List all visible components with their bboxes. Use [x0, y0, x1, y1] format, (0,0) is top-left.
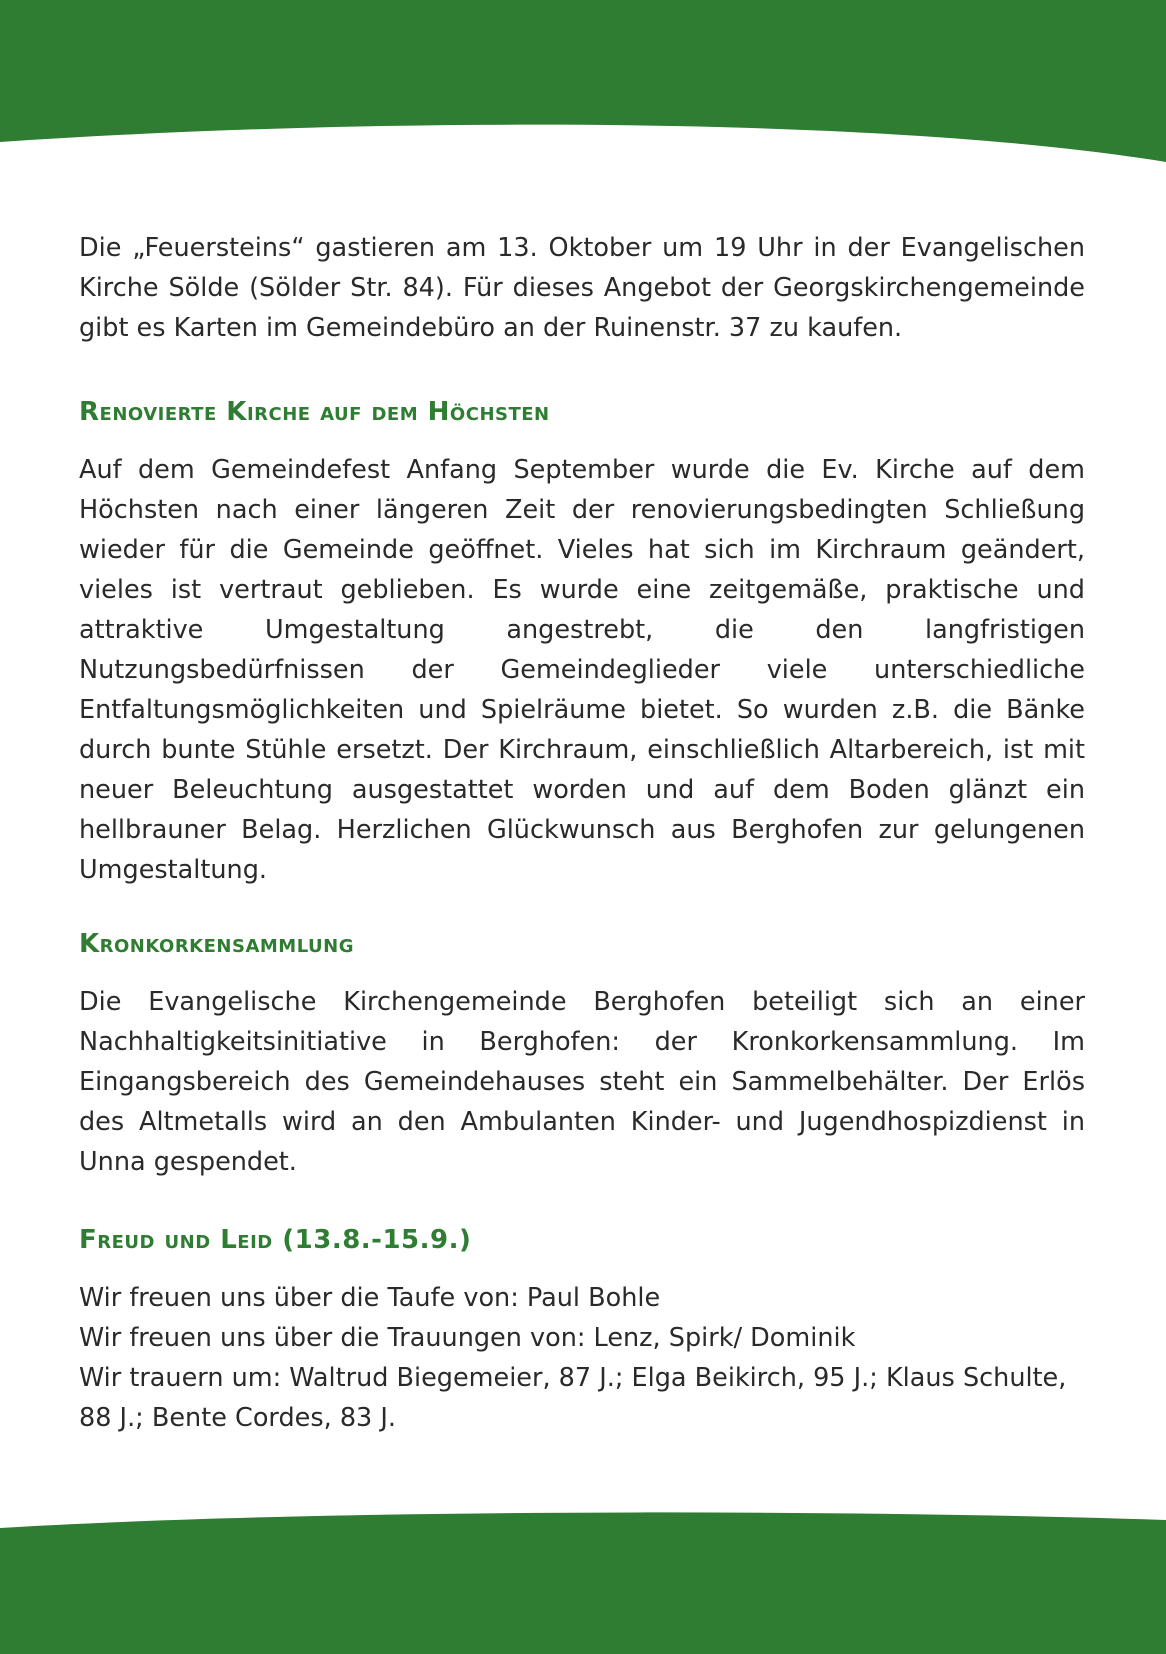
bottom-wave-shape	[0, 1500, 1166, 1654]
page-content	[79, 228, 1085, 1438]
top-green-band	[0, 0, 1166, 170]
baptism-line: Wir freuen uns über die Taufe von: Paul Bohle	[79, 1283, 661, 1313]
heading-joy-and-sorrow: Freud und Leid (13.8.-15.9.)	[79, 1225, 472, 1255]
intro-paragraph: Die „Feuersteins“ gastieren am 13. Oktober um 19 Uhr in der Evangelischen Kirche Sölde (Sölder Str. 84). Für dieses Angebot der Georgskirchengemeinde gibt es Karten im Gemeindebüro an der Ruinenstr. 37 zu kaufen.	[79, 233, 1085, 343]
bottom-green-band	[0, 1500, 1166, 1654]
paragraph-bottle-cap-collection: Die Evangelische Kirchengemeinde Berghofen beteiligt sich an einer Nachhaltigkeitsinitiative in Berghofen: der Kronkorkensammlung. Im Eingangsbereich des Gemeindehauses steht ein Sammelbehälter. Der Erlös des Altmetalls wird an den Ambulanten Kinder- und Jugendhospizdienst in Unna gespendet.	[79, 987, 1085, 1177]
weddings-line: Wir freuen uns über die Trauungen von: Lenz, Spirk/ Dominik	[79, 1323, 856, 1353]
joy-and-sorrow-list	[79, 1278, 1085, 1438]
top-wave-shape	[0, 0, 1166, 170]
heading-renovated-church: Renovierte Kirche auf dem Höchsten	[79, 397, 550, 427]
mourning-line: Wir trauern um: Waltrud Biegemeier, 87 J.; Elga Beikirch, 95 J.; Klaus Schulte, 88 J.; Bente Cordes, 83 J.	[79, 1363, 1067, 1433]
paragraph-renovated-church: Auf dem Gemeindefest Anfang September wurde die Ev. Kirche auf dem Höchsten nach einer längeren Zeit der renovierungsbedingten Schließung wieder für die Gemeinde geöffnet. Vieles hat sich im Kirchraum geändert, vieles ist vertraut geblieben. Es wurde eine zeitgemäße, praktische und attraktive Umgestaltung angestrebt, die den langfristigen Nutzungsbedürfnissen der Gemeindeglieder viele unterschiedliche Entfaltungsmöglichkeiten und Spielräume bietet. So wurden z.B. die Bänke durch bunte Stühle ersetzt. Der Kirchraum, einschließlich Altarbereich, ist mit neuer Beleuchtung ausgestattet worden und auf dem Boden glänzt ein hellbrauner Belag. Herzlichen Glückwunsch aus Berghofen zur gelungenen Umgestaltung.	[79, 455, 1085, 885]
heading-bottle-cap-collection: Kronkorkensammlung	[79, 929, 354, 959]
